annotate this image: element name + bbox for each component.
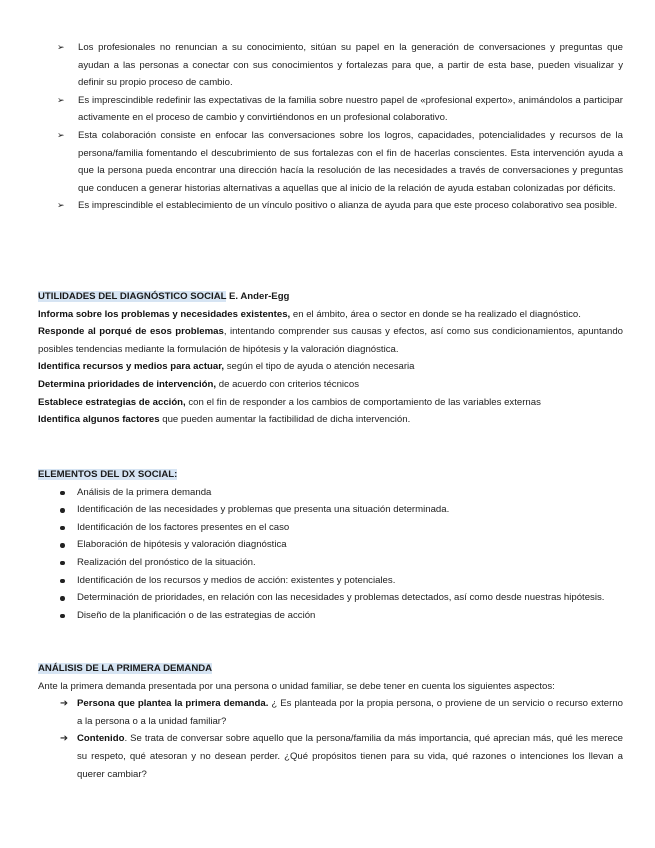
utilidad-item: Responde al porqué de esos problemas, intentando comprender sus causas y efectos, así como sus condicionamientos, apuntando posibles tendencias mediante la formulación de hipótesis y la valoración diagnóstica.: [38, 326, 624, 355]
utilidad-item: Determina prioridades de intervención, de acuerdo con criterios técnicos: [38, 378, 359, 390]
bullet-icon: [60, 579, 65, 584]
list-item: Identificación de los recursos y medios de acción: existentes y potenciales.: [38, 572, 623, 590]
bullet-icon: [60, 491, 65, 496]
arrow-icon: ➔: [60, 698, 69, 710]
list-item: ➢ Es imprescindible redefinir las expectativas de la familia sobre nuestro papel de «profesional experto», animándolos a participar activamente en el proceso de cambio y convirtiéndonos en un profesional colaborativo.: [55, 92, 623, 127]
elementos-list: [38, 484, 623, 625]
utilidad-item: Informa sobre los problemas y necesidades existentes, en el ámbito, área o sector en donde se ha realizado el diagnóstico.: [38, 308, 581, 320]
list-item: Diseño de la planificación o de las estrategias de acción: [38, 607, 623, 625]
list-item: ➔ Persona que plantea la primera demanda. ¿ Es planteada por la propia persona, o proviene de un servicio o recurso externo a la persona o a la unidad familiar?: [38, 695, 623, 730]
list-item: ➔ Contenido. Se trata de conversar sobre aquello que la persona/familia da más importancia, qué aprecian más, qué les merece su respeto, qué atesoran y no desean perder. ¿Qué propósitos tienen para su vida, qué razones o intenciones los llevan a querer cambiar?: [38, 730, 623, 783]
bullet-icon: [60, 596, 65, 601]
utilidad-item: Identifica recursos y medios para actuar, según el tipo de ayuda o atención necesaria: [38, 361, 415, 373]
elementos-section: [38, 466, 623, 624]
arrowhead-icon: ➢: [57, 200, 65, 211]
arrow-icon: ➔: [60, 733, 69, 745]
bullet-icon: [60, 543, 65, 548]
list-item: ➢ Los profesionales no renuncian a su conocimiento, sitúan su papel en la generación de conversaciones y preguntas que ayudan a las personas a conectar con sus conocimientos y fortalezas para que, a partir de esta base, pueden visualizar y definir su propio proceso de cambio.: [55, 39, 623, 92]
section-heading: UTILIDADES DEL DIAGNÓSTICO SOCIAL E. Ander-Egg: [38, 291, 290, 302]
bullet-icon: [60, 561, 65, 566]
bullet-icon: [60, 614, 65, 619]
bullet-icon: [60, 526, 65, 531]
utilidades-section: [38, 288, 623, 429]
list-item: Identificación de las necesidades y problemas que presenta una situación determinada.: [38, 501, 623, 519]
list-item: Elaboración de hipótesis y valoración diagnóstica: [38, 536, 623, 554]
analisis-intro: Ante la primera demanda presentada por una persona o unidad familiar, se debe tener en cuenta los siguientes aspectos:: [38, 680, 555, 692]
utilidad-item: Establece estrategias de acción, con el fin de responder a los cambios de comportamiento de las variables externas: [38, 396, 541, 408]
list-item: ➢ Es imprescindible el establecimiento de un vínculo positivo o alianza de ayuda para que este proceso colaborativo sea posible.: [55, 197, 623, 215]
list-item: Análisis de la primera demanda: [38, 484, 623, 502]
list-item: Identificación de los factores presentes en el caso: [38, 519, 623, 537]
arrowhead-icon: ➢: [57, 94, 65, 105]
list-item: Realización del pronóstico de la situación.: [38, 554, 623, 572]
arrowhead-icon: ➢: [57, 42, 65, 52]
list-item: Determinación de prioridades, en relación con las necesidades y problemas detectados, así como desde nuestras hipótesis.: [38, 589, 623, 607]
section-heading: ANÁLISIS DE LA PRIMERA DEMANDA: [38, 663, 213, 674]
utilidad-item: Identifica algunos factores que pueden aumentar la factibilidad de dicha intervención.: [38, 414, 411, 426]
list-item: ➢ Esta colaboración consiste en enfocar las conversaciones sobre los logros, capacidades, potencialidades y recursos de la persona/familia fomentando el descubrimiento de sus fortalezas con el fin de hacerlas conscientes. Esta intervención ayuda a que la persona pueda encontrar una dirección hacía la resolución de las necesidades a través de conversaciones y preguntas que conducen a generar historias alternativas a aquellas que al inicio de la relación de ayuda estaban colonizadas por déficits.: [55, 127, 623, 197]
intro-bullet-list: [55, 39, 623, 215]
arrowhead-icon: ➢: [57, 129, 65, 140]
bullet-icon: [60, 508, 65, 513]
section-heading: ELEMENTOS DEL DX SOCIAL:: [38, 469, 178, 480]
analisis-section: [38, 660, 623, 783]
analisis-list: [38, 695, 623, 783]
